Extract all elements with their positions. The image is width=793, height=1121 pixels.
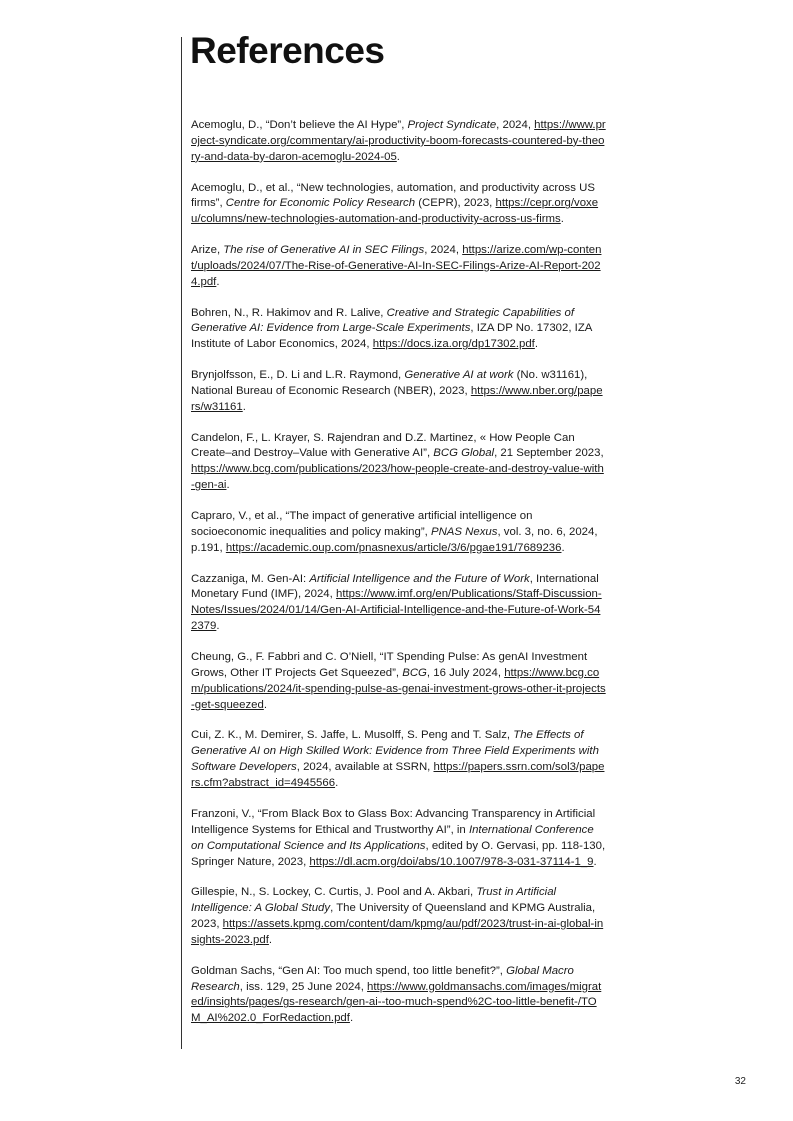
reference-link[interactable]: https://www.goldmansachs.com/images/migrated/insights/pages/gs-research/gen-ai--too-much-spend%2C-too-little-benefit-/TOM_AI%202.0_ForRedaction.pdf	[191, 980, 602, 1025]
reference-text: Bohren, N., R. Hakimov and R. Lalive,	[191, 306, 387, 319]
reference-text: , 2024, available at SSRN,	[296, 761, 434, 774]
reference-link[interactable]: https://papers.ssrn.com/sol3/papers.cfm?abstract_id=4945566	[191, 761, 605, 790]
reference-entry	[191, 572, 606, 636]
reference-title: Centre for Economic Policy Research	[225, 197, 416, 210]
reference-link[interactable]: https://www.bcg.com/publications/2023/how-people-create-and-destroy-value-with-gen-ai	[191, 463, 604, 492]
reference-text: Cui, Z. K., M. Demirer, S. Jaffe, L. Musolff, S. Peng and T. Salz,	[191, 729, 514, 742]
reference-text: , 16 July 2024,	[426, 666, 505, 679]
reference-text: , The University of Queensland and KPMG Australia, 2023,	[191, 902, 596, 931]
reference-link[interactable]: https://academic.oup.com/pnasnexus/article/3/6/pgae191/7689236	[225, 541, 562, 554]
reference-text: , 2024,	[424, 244, 463, 257]
reference-text: Gillespie, N., S. Lockey, C. Curtis, J. Pool and A. Akbari,	[191, 886, 477, 899]
reference-title: Project Syndicate	[407, 119, 497, 131]
reference-text: .	[560, 213, 564, 226]
left-margin-rule	[181, 37, 182, 1049]
reference-list	[191, 118, 606, 1042]
reference-link[interactable]: https://arize.com/wp-content/uploads/2024/07/The-Rise-of-Generative-AI-In-SEC-Filings-Arize-AI-Report-2024.pdf	[191, 244, 602, 288]
reference-link[interactable]: https://www.nber.org/papers/w31161	[191, 384, 603, 413]
reference-text: .	[216, 620, 220, 633]
reference-title: Generative AI at work	[404, 369, 514, 382]
reference-link[interactable]: https://docs.iza.org/dp17302.pdf	[372, 338, 535, 351]
page-heading: References	[190, 30, 385, 71]
reference-title: The rise of Generative AI in SEC Filings	[223, 244, 425, 257]
reference-entry	[191, 509, 606, 557]
reference-title: BCG Global	[433, 447, 495, 460]
reference-text: Candelon, F., L. Krayer, S. Rajendran and D.Z. Martinez, « How People Can Create–and Destroy–Value with Generative AI”,	[191, 431, 575, 460]
reference-text: Franzoni, V., “From Black Box to Glass Box: Advancing Transparency in Artificial Intelligence Systems for Ethical and Trustworthy AI”, in	[191, 807, 596, 836]
reference-entry	[191, 885, 606, 949]
reference-text: , vol. 3, no. 6, 2024, p.191,	[191, 525, 598, 554]
reference-text: , edited by O. Gervasi, pp. 118-130, Springer Nature, 2023,	[191, 839, 606, 868]
reference-text: .	[226, 479, 230, 492]
reference-entry	[191, 306, 606, 354]
reference-text: .	[242, 400, 246, 413]
reference-entry	[191, 431, 606, 495]
reference-entry	[191, 243, 606, 291]
reference-text: Brynjolfsson, E., D. Li and L.R. Raymond,	[191, 369, 405, 382]
reference-text: .	[349, 1012, 354, 1025]
reference-link[interactable]: https://www.project-syndicate.org/commentary/ai-productivity-boom-forecasts-countered-by-theory-and-data-by-daron-acemoglu-2024-05	[191, 119, 606, 163]
reference-text: , 2024,	[496, 119, 535, 131]
reference-text: (CEPR), 2023,	[415, 197, 496, 210]
reference-title: BCG	[402, 666, 427, 679]
reference-entry	[191, 728, 606, 792]
reference-text: Goldman Sachs, “Gen AI: Too much spend, too little benefit?”,	[191, 964, 507, 977]
reference-entry	[191, 181, 606, 229]
reference-text: Arize,	[191, 244, 224, 257]
reference-text: .	[268, 933, 273, 946]
reference-entry	[191, 118, 606, 166]
reference-text: .	[593, 855, 597, 868]
reference-entry	[191, 964, 606, 1028]
reference-text: , International Monetary Fund (IMF), 2024,	[191, 572, 599, 601]
reference-text: .	[396, 150, 400, 163]
reference-text: , IZA DP No. 17302, IZA Institute of Labor Economics, 2024,	[191, 322, 592, 351]
reference-text: .	[534, 338, 539, 351]
reference-text: , iss. 129, 25 June 2024,	[239, 980, 368, 993]
reference-text: .	[263, 698, 267, 711]
reference-text: , 21 September 2023,	[494, 447, 604, 460]
reference-link[interactable]: https://www.bcg.com/publications/2024/it-spending-pulse-as-genai-investment-grows-other-it-projects-get-squeezed	[191, 666, 606, 711]
reference-text: Cazzaniga, M. Gen-AI:	[191, 572, 310, 585]
reference-title: PNAS Nexus	[430, 525, 498, 538]
reference-entry	[191, 650, 606, 714]
reference-text: Acemoglu, D., et al., “New technologies, automation, and productivity across US firms”,	[191, 181, 595, 210]
reference-link[interactable]: https://assets.kpmg.com/content/dam/kpmg/au/pdf/2023/trust-in-ai-global-insights-2023.pdf	[191, 918, 604, 946]
reference-link[interactable]: https://www.imf.org/en/Publications/Staff-Discussion-Notes/Issues/2024/01/14/Gen-AI-Artificial-Intelligence-and-the-Future-of-Work-542379	[191, 588, 602, 633]
reference-text: .	[216, 275, 220, 288]
reference-entry	[191, 368, 606, 416]
reference-text: Acemoglu, D., “Don’t believe the AI Hype”,	[191, 119, 408, 131]
reference-text: Capraro, V., et al., “The impact of generative artificial intelligence on socioeconomic inequalities and policy making”,	[191, 510, 533, 538]
page-number: 32	[734, 1076, 746, 1087]
reference-link[interactable]: https://dl.acm.org/doi/abs/10.1007/978-3-031-37114-1_9	[309, 855, 594, 868]
reference-text: .	[561, 541, 565, 554]
reference-title: Artificial Intelligence and the Future of Work	[309, 572, 530, 585]
reference-text: (No. w31161), National Bureau of Economic Research (NBER), 2023,	[191, 369, 588, 397]
reference-title: Trust in Artificial Intelligence: A Global Study	[191, 886, 557, 915]
reference-entry	[191, 807, 606, 871]
reference-title: International Conference on Computational Science and Its Applications	[191, 823, 594, 852]
reference-text: Cheung, G., F. Fabbri and C. O’Niell, “IT Spending Pulse: As genAI Investment Grows, Other IT Projects Get Squeezed”,	[191, 650, 588, 679]
reference-title: The Effects of Generative AI on High Skilled Work: Evidence from Three Field Experiments with Software Developers	[191, 729, 599, 774]
reference-link[interactable]: https://cepr.org/voxeu/columns/new-technologies-automation-and-productivity-across-us-firms	[191, 197, 599, 226]
reference-title: Creative and Strategic Capabilities of Generative AI: Evidence from Large-Scale Experiments	[191, 306, 575, 335]
reference-title: Global Macro Research	[191, 964, 574, 993]
reference-text: .	[335, 777, 339, 790]
